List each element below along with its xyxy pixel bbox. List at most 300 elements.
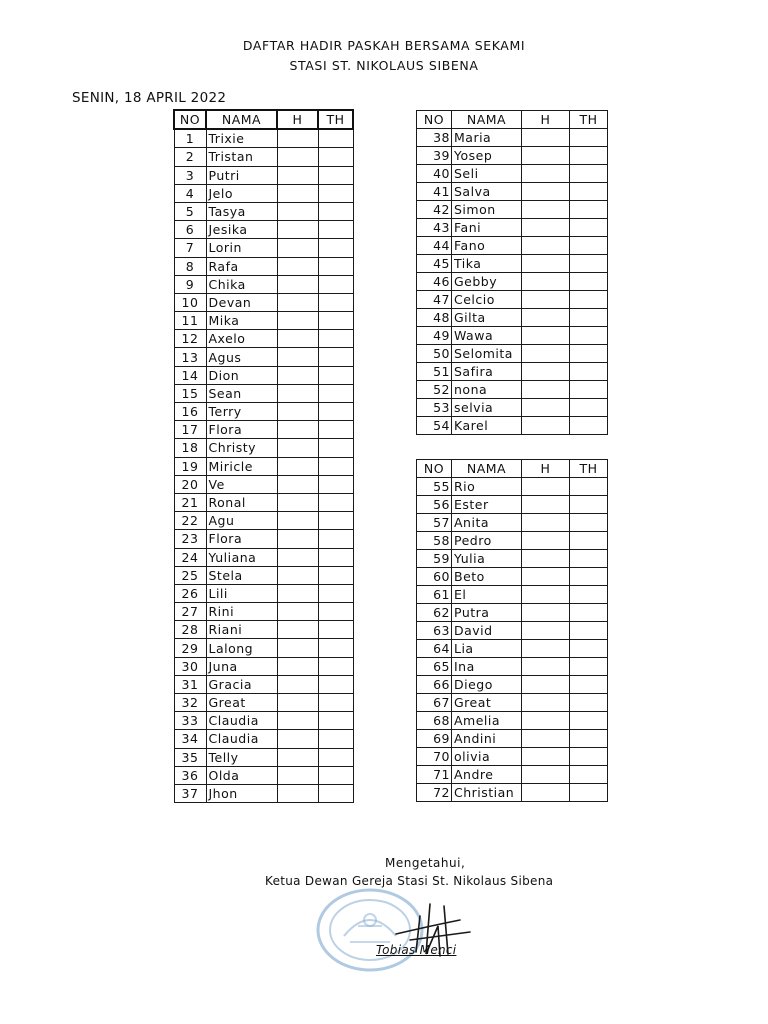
row-th-cell [318,475,353,493]
row-th-cell [318,366,353,384]
row-h-cell [522,784,570,802]
row-name: Yuliana [206,548,277,566]
row-name: Andini [452,730,522,748]
row-h-cell [277,493,318,511]
row-name: Diego [452,676,522,694]
row-name: Stela [206,566,277,584]
row-th-cell [570,201,608,219]
row-th-cell [318,129,353,148]
row-h-cell [277,548,318,566]
table-row [417,345,608,363]
row-th-cell [318,257,353,275]
row-th-cell [570,478,608,496]
row-th-cell [318,239,353,257]
row-name: Ester [452,496,522,514]
table-row [174,493,353,511]
table-row [417,327,608,345]
header-no: NO [417,111,452,129]
row-name: Jelo [206,184,277,202]
row-number: 25 [174,566,206,584]
row-name: Claudia [206,730,277,748]
row-number: 18 [174,439,206,457]
row-h-cell [277,366,318,384]
table-row [174,129,353,148]
row-name: Devan [206,293,277,311]
row-th-cell [318,403,353,421]
row-name: Flora [206,530,277,548]
row-h-cell [522,622,570,640]
row-number: 54 [417,417,452,435]
row-name: Simon [452,201,522,219]
table-row [174,584,353,602]
row-name: Andre [452,766,522,784]
document-title-line1: DAFTAR HADIR PASKAH BERSAMA SEKAMI [242,38,526,53]
row-th-cell [318,603,353,621]
row-h-cell [277,694,318,712]
row-number: 39 [417,147,452,165]
row-name: El [452,586,522,604]
row-name: Seli [452,165,522,183]
row-h-cell [277,166,318,184]
row-number: 49 [417,327,452,345]
row-name: Christian [452,784,522,802]
row-th-cell [318,202,353,220]
row-th-cell [318,748,353,766]
row-name: Rafa [206,257,277,275]
row-th-cell [570,622,608,640]
row-name: Dion [206,366,277,384]
row-number: 30 [174,657,206,675]
row-th-cell [570,381,608,399]
row-name: Flora [206,421,277,439]
row-th-cell [318,348,353,366]
row-h-cell [522,730,570,748]
row-th-cell [570,183,608,201]
row-name: Agu [206,512,277,530]
header-h: H [522,111,570,129]
row-th-cell [570,604,608,622]
row-th-cell [570,363,608,381]
row-name: Gracia [206,675,277,693]
table-row [417,784,608,802]
row-th-cell [318,712,353,730]
row-name: David [452,622,522,640]
row-number: 43 [417,219,452,237]
row-name: Karel [452,417,522,435]
table-row [174,275,353,293]
table-row [174,202,353,220]
row-h-cell [522,478,570,496]
row-th-cell [570,550,608,568]
table-row [417,273,608,291]
row-th-cell [318,439,353,457]
row-name: selvia [452,399,522,417]
row-name: Gilta [452,309,522,327]
table-row [174,548,353,566]
table-row [417,496,608,514]
table-row [174,766,353,784]
row-h-cell [522,201,570,219]
row-number: 41 [417,183,452,201]
row-h-cell [277,675,318,693]
row-h-cell [522,165,570,183]
row-th-cell [570,273,608,291]
row-th-cell [318,312,353,330]
row-h-cell [522,676,570,694]
table-row [174,421,353,439]
row-number: 8 [174,257,206,275]
row-number: 44 [417,237,452,255]
row-th-cell [318,275,353,293]
header-nama: NAMA [206,110,277,129]
row-h-cell [277,512,318,530]
row-number: 16 [174,403,206,421]
row-h-cell [277,348,318,366]
row-number: 11 [174,312,206,330]
row-h-cell [522,129,570,147]
table-header-row [174,110,353,129]
signatory-name: Tobias Menci [376,943,457,957]
row-number: 26 [174,584,206,602]
row-name: Yulia [452,550,522,568]
table-row [174,439,353,457]
row-name: Putra [452,604,522,622]
row-number: 67 [417,694,452,712]
table-row [174,384,353,402]
row-h-cell [277,202,318,220]
header-no: NO [174,110,206,129]
row-name: Maria [452,129,522,147]
row-number: 47 [417,291,452,309]
row-number: 29 [174,639,206,657]
row-th-cell [570,147,608,165]
row-th-cell [318,421,353,439]
row-number: 46 [417,273,452,291]
table-row [174,348,353,366]
table-row [417,201,608,219]
row-h-cell [277,221,318,239]
row-number: 31 [174,675,206,693]
table-row [174,184,353,202]
row-th-cell [570,766,608,784]
row-number: 2 [174,148,206,166]
table-row [174,312,353,330]
row-number: 68 [417,712,452,730]
row-number: 32 [174,694,206,712]
row-number: 38 [417,129,452,147]
row-th-cell [570,532,608,550]
table-row [174,148,353,166]
row-th-cell [318,493,353,511]
table-row [417,165,608,183]
row-th-cell [318,457,353,475]
table-row [174,748,353,766]
row-name: Safira [452,363,522,381]
row-name: Gebby [452,273,522,291]
row-number: 66 [417,676,452,694]
table-row [417,219,608,237]
row-number: 35 [174,748,206,766]
row-name: Jesika [206,221,277,239]
row-h-cell [522,291,570,309]
row-th-cell [570,658,608,676]
table-row [174,475,353,493]
row-number: 62 [417,604,452,622]
row-h-cell [277,384,318,402]
table-row [417,478,608,496]
row-h-cell [522,586,570,604]
row-name: Ronal [206,493,277,511]
row-name: Lalong [206,639,277,657]
table-row [174,694,353,712]
row-h-cell [277,330,318,348]
row-th-cell [570,129,608,147]
row-th-cell [570,309,608,327]
row-h-cell [277,639,318,657]
row-h-cell [277,584,318,602]
row-number: 69 [417,730,452,748]
row-name: Pedro [452,532,522,550]
row-name: Tasya [206,202,277,220]
table-row [417,748,608,766]
row-h-cell [522,640,570,658]
row-name: Jhon [206,784,277,802]
table-row [417,237,608,255]
row-name: Juna [206,657,277,675]
row-th-cell [318,566,353,584]
row-th-cell [570,676,608,694]
row-h-cell [522,514,570,532]
row-h-cell [277,530,318,548]
row-number: 50 [417,345,452,363]
row-th-cell [318,221,353,239]
row-th-cell [318,148,353,166]
row-th-cell [318,184,353,202]
table-row [174,403,353,421]
row-number: 52 [417,381,452,399]
row-number: 70 [417,748,452,766]
row-th-cell [318,166,353,184]
row-h-cell [277,403,318,421]
table-row [174,457,353,475]
row-th-cell [570,730,608,748]
row-h-cell [522,309,570,327]
table-row [174,239,353,257]
row-h-cell [277,657,318,675]
document-title-line2: STASI ST. NIKOLAUS SIBENA [289,58,479,73]
row-number: 36 [174,766,206,784]
table-row [174,293,353,311]
row-h-cell [277,421,318,439]
row-name: Tristan [206,148,277,166]
row-name: Christy [206,439,277,457]
row-number: 4 [174,184,206,202]
row-h-cell [522,496,570,514]
table-row [174,257,353,275]
row-h-cell [522,273,570,291]
header-th: TH [570,460,608,478]
header-nama: NAMA [452,460,522,478]
row-number: 56 [417,496,452,514]
row-name: nona [452,381,522,399]
row-name: Celcio [452,291,522,309]
row-h-cell [277,257,318,275]
table-row [417,417,608,435]
row-th-cell [570,399,608,417]
row-name: Lia [452,640,522,658]
row-th-cell [570,327,608,345]
table-row [417,399,608,417]
row-number: 51 [417,363,452,381]
row-number: 22 [174,512,206,530]
row-h-cell [277,566,318,584]
header-h: H [522,460,570,478]
row-h-cell [522,399,570,417]
row-h-cell [522,219,570,237]
table-row [174,366,353,384]
table-row [417,658,608,676]
table-row [417,291,608,309]
row-h-cell [277,275,318,293]
row-th-cell [570,586,608,604]
row-number: 61 [417,586,452,604]
row-h-cell [277,439,318,457]
row-h-cell [522,417,570,435]
row-name: Amelia [452,712,522,730]
table-row [174,730,353,748]
row-name: olivia [452,748,522,766]
row-h-cell [277,766,318,784]
row-name: Wawa [452,327,522,345]
row-th-cell [318,584,353,602]
table-row [417,381,608,399]
row-th-cell [570,291,608,309]
row-th-cell [570,712,608,730]
row-h-cell [277,748,318,766]
table-row [417,550,608,568]
row-h-cell [277,457,318,475]
header-th: TH [570,111,608,129]
table-row [417,363,608,381]
row-number: 12 [174,330,206,348]
row-h-cell [277,712,318,730]
row-th-cell [318,730,353,748]
row-name: Salva [452,183,522,201]
row-h-cell [522,604,570,622]
row-number: 34 [174,730,206,748]
row-h-cell [522,237,570,255]
row-th-cell [570,514,608,532]
row-name: Olda [206,766,277,784]
row-h-cell [522,568,570,586]
row-th-cell [318,330,353,348]
row-th-cell [318,512,353,530]
row-name: Beto [452,568,522,586]
row-th-cell [318,694,353,712]
row-number: 59 [417,550,452,568]
table-row [417,129,608,147]
row-th-cell [318,293,353,311]
row-th-cell [318,548,353,566]
row-th-cell [570,165,608,183]
row-number: 6 [174,221,206,239]
row-h-cell [277,312,318,330]
row-number: 63 [417,622,452,640]
row-number: 33 [174,712,206,730]
row-h-cell [277,239,318,257]
acknowledged-label: Mengetahui, [385,856,466,870]
table-header-row [417,111,608,129]
row-number: 9 [174,275,206,293]
table-row [417,586,608,604]
row-number: 55 [417,478,452,496]
row-number: 64 [417,640,452,658]
row-number: 23 [174,530,206,548]
row-th-cell [570,255,608,273]
table-row [174,330,353,348]
row-th-cell [570,237,608,255]
table-row [417,568,608,586]
signature-block [240,850,620,970]
row-name: Great [452,694,522,712]
row-h-cell [277,603,318,621]
table-row [174,166,353,184]
attendance-table-right-bottom [416,459,608,802]
header-h: H [277,110,318,129]
row-th-cell [318,657,353,675]
row-name: Fano [452,237,522,255]
row-th-cell [570,784,608,802]
row-h-cell [277,129,318,148]
row-h-cell [277,293,318,311]
row-th-cell [570,640,608,658]
row-number: 40 [417,165,452,183]
row-name: Chika [206,275,277,293]
row-number: 1 [174,129,206,148]
row-number: 19 [174,457,206,475]
table-header-row [417,460,608,478]
table-row [174,566,353,584]
row-number: 10 [174,293,206,311]
row-h-cell [522,712,570,730]
table-row [174,784,353,802]
row-th-cell [318,639,353,657]
row-h-cell [522,748,570,766]
row-h-cell [522,550,570,568]
row-name: Terry [206,403,277,421]
table-row [417,255,608,273]
row-name: Trixie [206,129,277,148]
row-h-cell [277,730,318,748]
table-row [417,514,608,532]
row-th-cell [570,219,608,237]
table-row [417,730,608,748]
row-h-cell [522,147,570,165]
row-name: Rio [452,478,522,496]
row-name: Fani [452,219,522,237]
row-h-cell [522,363,570,381]
row-name: Yosep [452,147,522,165]
row-th-cell [570,417,608,435]
row-name: Selomita [452,345,522,363]
row-h-cell [277,621,318,639]
row-number: 72 [417,784,452,802]
row-name: Mika [206,312,277,330]
table-row [174,657,353,675]
row-name: Anita [452,514,522,532]
table-row [417,766,608,784]
row-name: Ina [452,658,522,676]
